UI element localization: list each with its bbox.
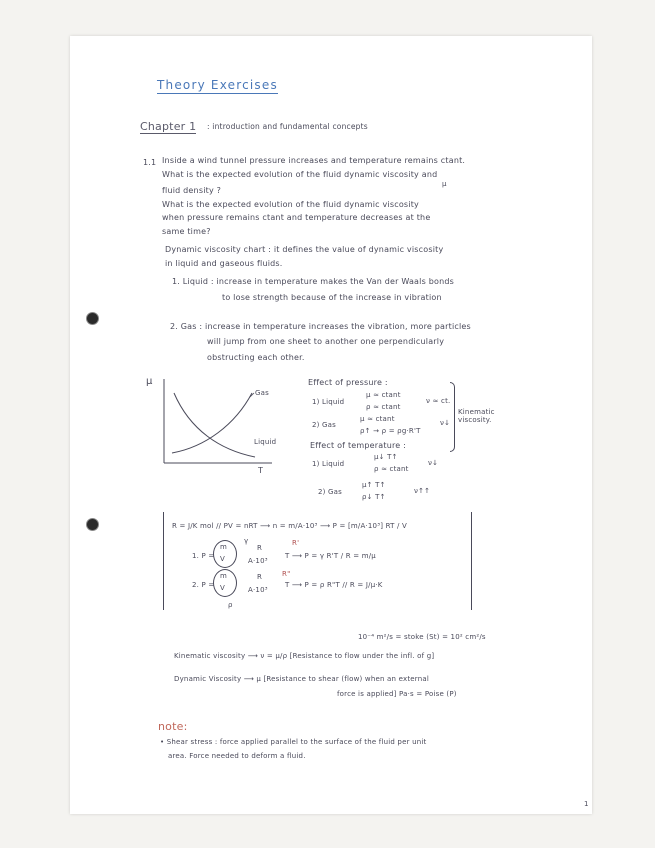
liquid-explanation: to lose strength because of the increase in vibration (222, 293, 442, 302)
temperature-gas-top: μ↑ T↑ (362, 481, 386, 489)
pressure-gas-bottom: ρ↑ → ρ = ρg·R'T (360, 427, 421, 435)
formula-line-3-prefix: 2. P = (192, 581, 215, 589)
formula-r-1: R (257, 544, 263, 552)
note-line: • Shear stress : force applied parallel to the surface of the fluid per unit (160, 738, 427, 746)
page-title: Theory Exercises (157, 78, 278, 92)
liquid-curve (174, 393, 255, 457)
formula-m-2: m (220, 572, 228, 580)
temperature-gas-label: 2) Gas (318, 488, 342, 496)
formula-line-3-result: T ⟶ P = ρ R"T // R = J/μ·K (285, 581, 383, 589)
note-line: area. Force needed to deform a fluid. (168, 752, 306, 760)
temperature-gas-result: ν↑↑ (414, 487, 431, 495)
temperature-liquid-top: μ↓ T↑ (374, 453, 398, 461)
gas-curve (172, 393, 252, 453)
question-line: What is the expected evolution of the fluid dynamic viscosity (162, 200, 419, 209)
gas-explanation: 2. Gas : increase in temperature increases the vibration, more particles (170, 322, 471, 331)
kinematic-definition: Kinematic viscosity ⟶ ν = μ/ρ [Resistance to flow under the infl. of g] (174, 652, 435, 660)
punch-hole-top (86, 312, 99, 325)
stoke-line: 10⁻⁴ m²/s = stoke (St) = 10² cm²/s (358, 633, 486, 641)
formula-m-1: m (220, 543, 228, 551)
pressure-gas-top: μ ≈ ctant (360, 415, 395, 423)
gas-curve-label: Gas (255, 389, 269, 397)
page-number: 1 (584, 800, 589, 808)
pressure-gas-result: ν↓ (440, 419, 451, 427)
temperature-gas-bottom: ρ↓ T↑ (362, 493, 386, 501)
formula-a-1: A·10³ (248, 557, 268, 565)
temperature-liquid-bottom: ρ ≈ ctant (374, 465, 409, 473)
viscosity-temperature-graph (150, 375, 300, 475)
question-line: Inside a wind tunnel pressure increases and temperature remains ctant. (162, 156, 466, 165)
question-line: when pressure remains ctant and temperature decreases at the (162, 213, 431, 222)
formula-r-2: R (257, 573, 263, 581)
temperature-liquid-label: 1) Liquid (312, 460, 345, 468)
kinematic-label: Kinematic viscosity. (458, 408, 495, 424)
mu-symbol: μ (442, 180, 447, 188)
pressure-liquid-bottom: ρ ≈ ctant (366, 403, 401, 411)
chart-intro-line: Dynamic viscosity chart : it defines the value of dynamic viscosity (165, 245, 444, 254)
gas-explanation: will jump from one sheet to another one perpendicularly (207, 337, 445, 346)
formula-line-1: R = J/K mol // PV = nRT ⟶ n = m/A·10³ ⟶ P = [m/A·10³] RT / V (172, 522, 408, 530)
pressure-liquid-top: μ ≈ ctant (366, 391, 401, 399)
temperature-liquid-result: ν↓ (428, 459, 439, 467)
question-line: What is the expected evolution of the fluid dynamic viscosity and (162, 170, 438, 179)
graph-x-label: T (258, 466, 264, 475)
note-label: note: (158, 720, 188, 733)
pressure-liquid-label: 1) Liquid (312, 398, 345, 406)
dynamic-definition-2: force is applied] Pa·s = Poise (P) (337, 690, 457, 698)
kinematic-brace (450, 382, 455, 452)
formula-a-2: A·10³ (248, 586, 268, 594)
pressure-gas-label: 2) Gas (312, 421, 336, 429)
graph-y-label: μ (146, 376, 153, 387)
formula-line-2-result: T ⟶ P = γ R'T / R = m/μ (285, 552, 376, 560)
chapter-label: Chapter 1 (140, 120, 197, 133)
formula-rprime-label: R' (292, 539, 300, 547)
formula-v-1: V (220, 555, 225, 563)
liquid-explanation: 1. Liquid : increase in temperature makes the Van der Waals bonds (172, 277, 454, 286)
chapter-text: : introduction and fundamental concepts (207, 122, 368, 131)
pressure-liquid-result: ν ≈ ct. (426, 397, 451, 405)
punch-hole-bottom (86, 518, 99, 531)
dynamic-definition-1: Dynamic Viscosity ⟶ μ [Resistance to shear (flow) when an external (174, 675, 429, 683)
formula-v-2: V (220, 584, 225, 592)
question-number: 1.1 (143, 158, 157, 167)
question-line: same time? (162, 227, 211, 236)
question-line: fluid density ? (162, 186, 222, 195)
liquid-curve-label: Liquid (254, 438, 277, 446)
gas-explanation: obstructing each other. (207, 353, 305, 362)
formula-rdouble-label: R" (282, 570, 291, 578)
pressure-heading: Effect of pressure : (308, 378, 388, 387)
formula-gamma-label: γ (244, 537, 249, 545)
chart-intro-line: in liquid and gaseous fluids. (165, 259, 283, 268)
formula-rho-label: ρ (228, 601, 233, 609)
formula-line-2-prefix: 1. P = (192, 552, 215, 560)
temperature-heading: Effect of temperature : (310, 441, 407, 450)
